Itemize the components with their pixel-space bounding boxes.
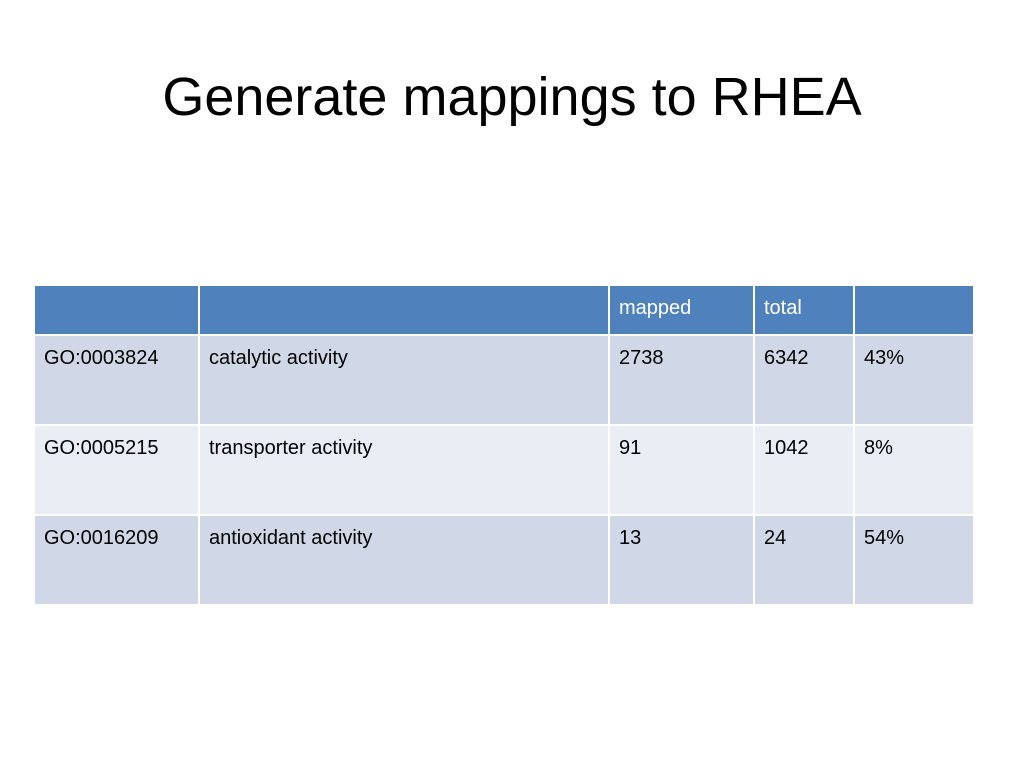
mapping-table <box>33 284 975 606</box>
slide-title: Generate mappings to RHEA <box>162 67 862 127</box>
total-cell: 6342 <box>754 335 854 425</box>
header-total: total <box>754 285 854 335</box>
header-term-name <box>199 285 609 335</box>
mapped-cell: 13 <box>609 515 754 605</box>
go-id-cell: GO:0003824 <box>34 335 199 425</box>
total-cell: 1042 <box>754 425 854 515</box>
percent-cell: 54% <box>854 515 974 605</box>
table-header-row <box>34 285 974 335</box>
table-row <box>34 515 974 605</box>
header-go-id <box>34 285 199 335</box>
header-mapped: mapped <box>609 285 754 335</box>
term-name-cell: catalytic activity <box>199 335 609 425</box>
mapped-cell: 2738 <box>609 335 754 425</box>
mapped-cell: 91 <box>609 425 754 515</box>
percent-cell: 8% <box>854 425 974 515</box>
term-name-cell: antioxidant activity <box>199 515 609 605</box>
percent-cell: 43% <box>854 335 974 425</box>
table-row <box>34 335 974 425</box>
total-cell: 24 <box>754 515 854 605</box>
go-id-cell: GO:0016209 <box>34 515 199 605</box>
go-id-cell: GO:0005215 <box>34 425 199 515</box>
term-name-cell: transporter activity <box>199 425 609 515</box>
header-percent <box>854 285 974 335</box>
table-row <box>34 425 974 515</box>
